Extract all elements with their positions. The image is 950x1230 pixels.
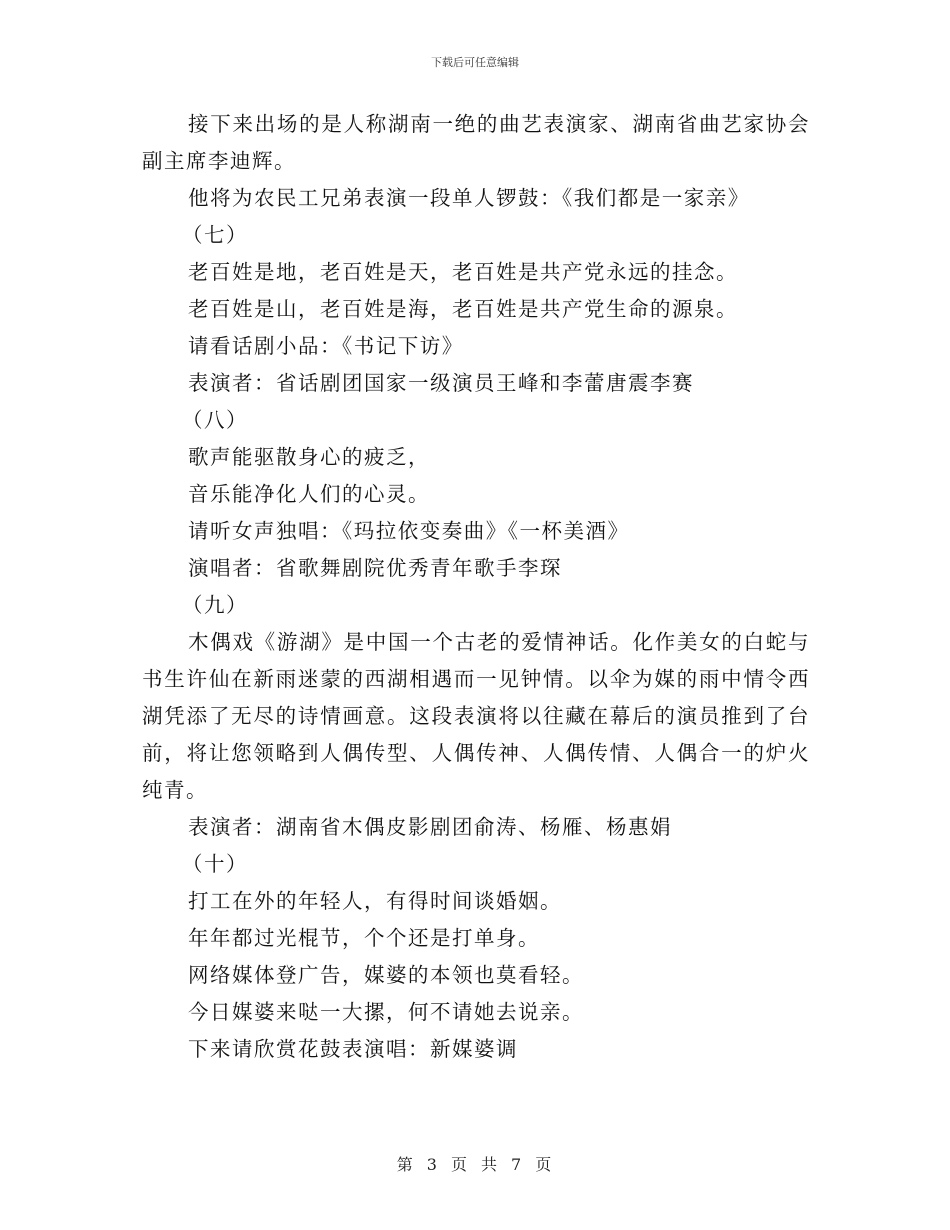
section-number: （十） bbox=[182, 852, 248, 876]
footer-current-page: 3 bbox=[426, 1155, 439, 1174]
paragraph: 他将为农民工兄弟表演一段单人锣鼓：《我们都是一家亲》 bbox=[188, 186, 750, 210]
paragraph: 老百姓是地，老百姓是天，老百姓是共产党永远的挂念。 bbox=[188, 260, 738, 284]
paragraph: 请看话剧小品：《书记下访》 bbox=[188, 334, 464, 358]
paragraph: 网络媒体登广告，媒婆的本领也莫看轻。 bbox=[188, 963, 584, 987]
footer-prefix: 第 bbox=[396, 1155, 415, 1174]
section-number: （九） bbox=[182, 593, 248, 617]
page-header: 下载后可任意编辑 bbox=[431, 56, 519, 69]
document-body bbox=[142, 106, 810, 1068]
paragraph: 下来请欣赏花鼓表演唱：新媒婆调 bbox=[188, 1037, 518, 1061]
paragraph: 请听女声独唱：《玛拉依变奏曲》《一杯美酒》 bbox=[188, 519, 630, 543]
paragraph: 老百姓是山，老百姓是海，老百姓是共产党生命的源泉。 bbox=[188, 297, 738, 321]
footer-total-pages: 7 bbox=[511, 1155, 524, 1174]
paragraph: 木偶戏《游湖》是中国一个古老的爱情神话。化作美女的白蛇与书生许仙在新雨迷蒙的西湖相遇而一见钟情。以伞为媒的雨中情令西湖凭添了无尽的诗情画意。这段表演将以往藏在幕后的演员推到了台前，将让您领略到人偶传型、人偶传神、人偶传情、人偶合一的炉火纯青。 bbox=[142, 630, 810, 802]
paragraph: 今日媒婆来哒一大摞，何不请她去说亲。 bbox=[188, 1000, 584, 1024]
paragraph: 年年都过光棍节，个个还是打单身。 bbox=[188, 926, 540, 950]
footer-suffix: 页 bbox=[535, 1155, 554, 1174]
page-footer bbox=[0, 1152, 950, 1175]
paragraph: 接下来出场的是人称湖南一绝的曲艺表演家、湖南省曲艺家协会副主席李迪辉。 bbox=[142, 112, 810, 173]
paragraph: 音乐能净化人们的心灵。 bbox=[188, 482, 430, 506]
paragraph: 演唱者：省歌舞剧院优秀青年歌手李琛 bbox=[188, 556, 562, 580]
paragraph: 表演者：湖南省木偶皮影剧团俞涛、杨雁、杨惠娟 bbox=[188, 815, 672, 839]
footer-page-word: 页 bbox=[450, 1155, 469, 1174]
paragraph: 表演者：省话剧团国家一级演员王峰和李蕾唐震李赛 bbox=[188, 371, 694, 395]
section-number: （八） bbox=[182, 408, 248, 432]
footer-total-prefix: 共 bbox=[481, 1155, 500, 1174]
section-number: （七） bbox=[182, 223, 248, 247]
paragraph: 歌声能驱散身心的疲乏， bbox=[188, 445, 430, 469]
paragraph: 打工在外的年轻人，有得时间谈婚姻。 bbox=[188, 889, 562, 913]
